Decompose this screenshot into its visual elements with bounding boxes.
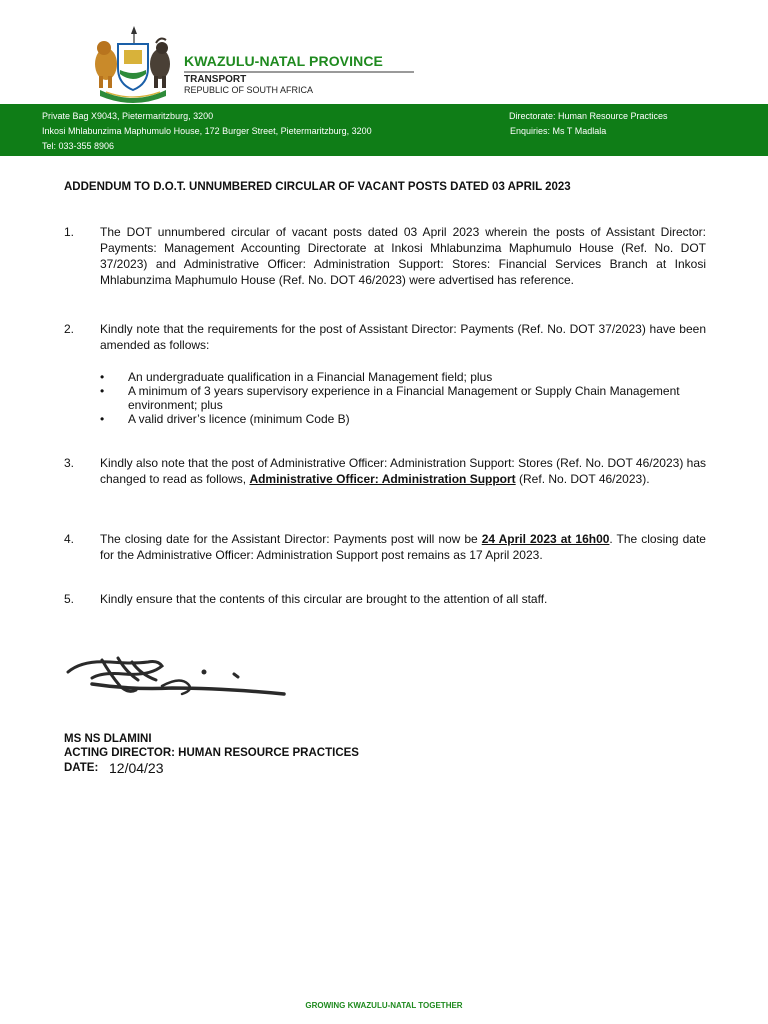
post-title-emphasis: Administrative Officer: Administration Support bbox=[249, 472, 516, 486]
item-text bbox=[100, 531, 706, 563]
department-name: TRANSPORT bbox=[184, 74, 247, 85]
signatory-title: ACTING DIRECTOR: HUMAN RESOURCE PRACTICES bbox=[64, 747, 359, 759]
list-item: • A minimum of 3 years supervisory experience in a Financial Management or Supply Chain Management environment; plus bbox=[100, 384, 690, 412]
item-number: 1. bbox=[64, 225, 75, 239]
letterhead bbox=[0, 0, 768, 104]
item-text-part: Kindly also note that the post of Administrative Officer: Administration Support: Stores (Ref. No. DOT 46/2023) has changed to read as follows, bbox=[100, 456, 706, 486]
province-title: KWAZULU-NATAL PROVINCE bbox=[184, 53, 383, 69]
title-divider bbox=[184, 71, 414, 73]
enquiries: Enquiries: Ms T Madlala bbox=[510, 126, 607, 136]
item-text: Kindly ensure that the contents of this circular are brought to the attention of all staff. bbox=[100, 592, 548, 606]
contact-band bbox=[0, 104, 768, 156]
date-value: 12/04/23 bbox=[109, 760, 164, 776]
signatory-name: MS NS DLAMINI bbox=[64, 733, 152, 745]
item-text-part: (Ref. No. DOT 46/2023). bbox=[515, 472, 650, 486]
item-number: 5. bbox=[64, 592, 75, 606]
telephone: Tel: 033-355 8906 bbox=[42, 141, 115, 151]
item-text: Kindly note that the requirements for the post of Assistant Director: Payments (Ref. No. DOT 37/2023) have been amended as follows: bbox=[100, 322, 706, 352]
item-text: The DOT unnumbered circular of vacant posts dated 03 April 2023 wherein the posts of Assistant Director: Payments: Management Accounting Directorate at Inkosi Mhlabunzima Maphumulo House (Ref. No. DOT 37/2023) and Administrative Officer: Administration Support: Stores: Financial Services Branch at Inkosi Mhlabunzima Maphumulo House (Ref. No. DOT 46/2023) were advertised has reference. bbox=[100, 225, 706, 287]
directorate: Directorate: Human Resource Practices bbox=[509, 111, 668, 121]
item-text-part: . The closing date for the Administrative Officer: Administration Support post remains as 17 April 2023. bbox=[100, 532, 706, 562]
footer-slogan: GROWING KWAZULU-NATAL TOGETHER bbox=[305, 1001, 463, 1010]
list-item: • A valid driver’s licence (minimum Code B) bbox=[100, 412, 690, 426]
date-label: DATE: bbox=[64, 762, 99, 774]
list-item: • An undergraduate qualification in a Financial Management field; plus bbox=[100, 370, 690, 384]
requirements-list bbox=[100, 370, 690, 426]
item-text-part: The closing date for the Assistant Director: Payments post will now be bbox=[100, 532, 482, 546]
coat-of-arms-icon bbox=[88, 26, 176, 104]
item-number: 4. bbox=[64, 532, 75, 546]
item-number: 2. bbox=[64, 322, 75, 336]
republic-name: REPUBLIC OF SOUTH AFRICA bbox=[184, 85, 314, 95]
closing-date-emphasis: 24 April 2023 at 16h00 bbox=[481, 532, 610, 546]
item-text bbox=[100, 455, 706, 487]
postal-address: Private Bag X9043, Pietermaritzburg, 3200 bbox=[42, 111, 214, 121]
handwritten-signature bbox=[62, 650, 292, 712]
document-title: ADDENDUM TO D.O.T. UNNUMBERED CIRCULAR OF VACANT POSTS DATED 03 APRIL 2023 bbox=[64, 181, 571, 193]
street-address: Inkosi Mhlabunzima Maphumulo House, 172 Burger Street, Pietermaritzburg, 3200 bbox=[42, 126, 372, 136]
item-number: 3. bbox=[64, 456, 75, 470]
